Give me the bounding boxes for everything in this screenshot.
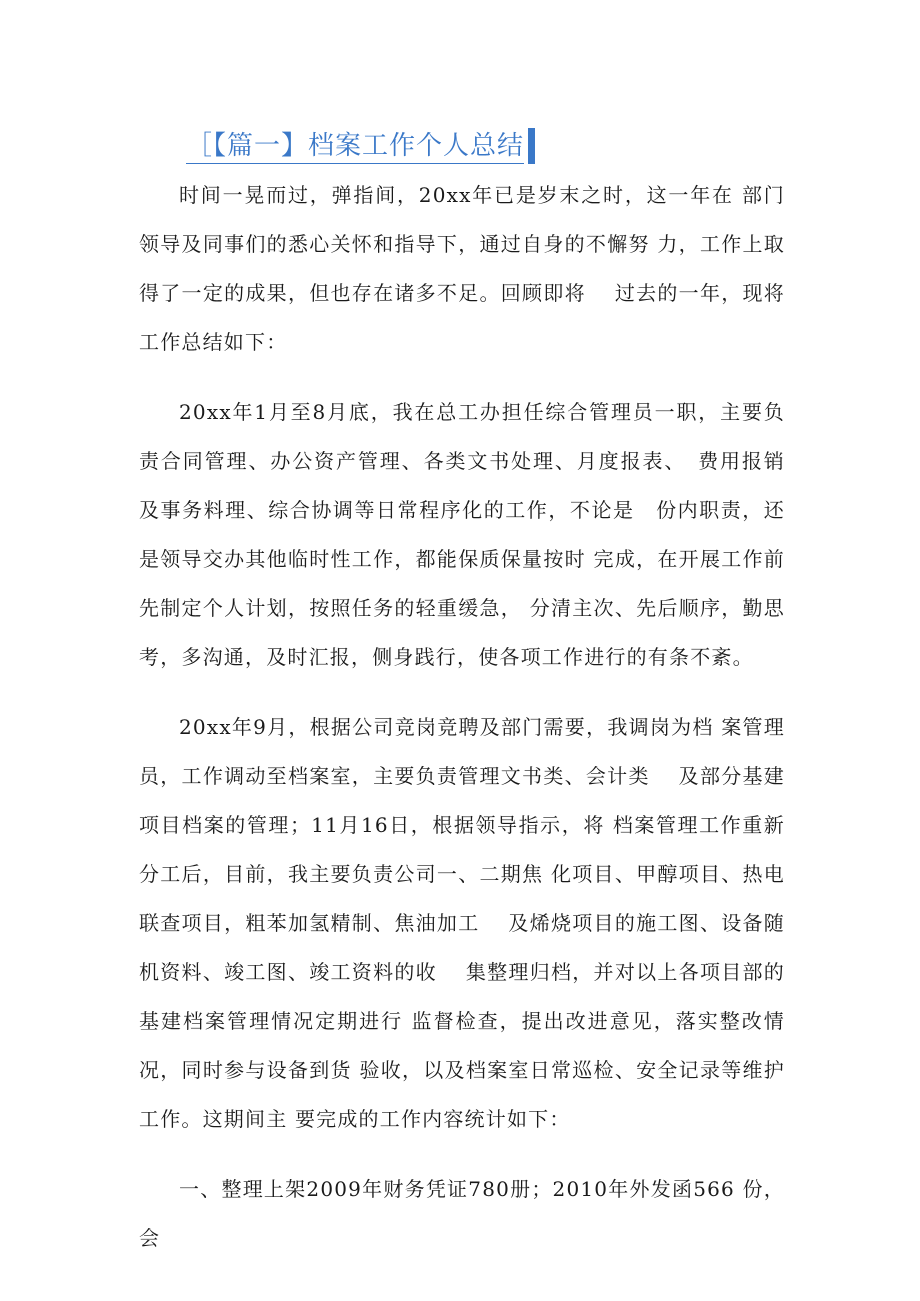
paragraph-intro: 时间一晃而过，弹指间，20xx年已是岁末之时，这一年在 部门领导及同事们的悉心关怀和指导下，通过自身的不懈努 力，工作上取得了一定的成果，但也存在诸多不足。回顾即将 过去的一年，现将工作总结如下： [139,183,785,354]
paragraph-item-one: 一、整理上架2009年财务凭证780册；2010年外发函566 份，会 [139,1177,785,1250]
title-block [186,128,535,164]
text-cursor-bar [528,128,535,164]
document-body [139,171,785,1263]
paragraph-admin-role: 20xx年1月至8月底，我在总工办担任综合管理员一职，主要负责合同管理、办公资产管理、各类文书处理、月度报表、 费用报销及事务料理、综合协调等日常程序化的工作，不论是 份内职责，还是领导交办其他临时性工作，都能保质保量按时 完成，在开展工作前先制定个人计划，按照任务的轻重缓急， 分清主次、先后顺序，勤思考，多沟通，及时汇报，侧身践行，使各项工作进行的有条不紊。 [139,400,785,669]
paragraph-archive-role: 20xx年9月，根据公司竞岗竞聘及部门需要，我调岗为档 案管理员，工作调动至档案室，主要负责管理文书类、会计类 及部分基建项目档案的管理；11月16日，根据领导指示，将 档案管理工作重新分工后，目前，我主要负责公司一、二期焦 化项目、甲醇项目、热电联查项目，粗苯加氢精制、焦油加工 及烯烧项目的施工图、设备随机资料、竣工图、竣工资料的收 集整理归档，并对以上各项目部的基建档案管理情况定期进行 监督检查，提出改进意见，落实整改情况，同时参与设备到货 验收，以及档案室日常巡检、安全记录等维护工作。这期间主 要完成的工作内容统计如下： [139,715,785,1131]
document-title: ［【篇一】档案工作个人总结 [186,129,524,164]
